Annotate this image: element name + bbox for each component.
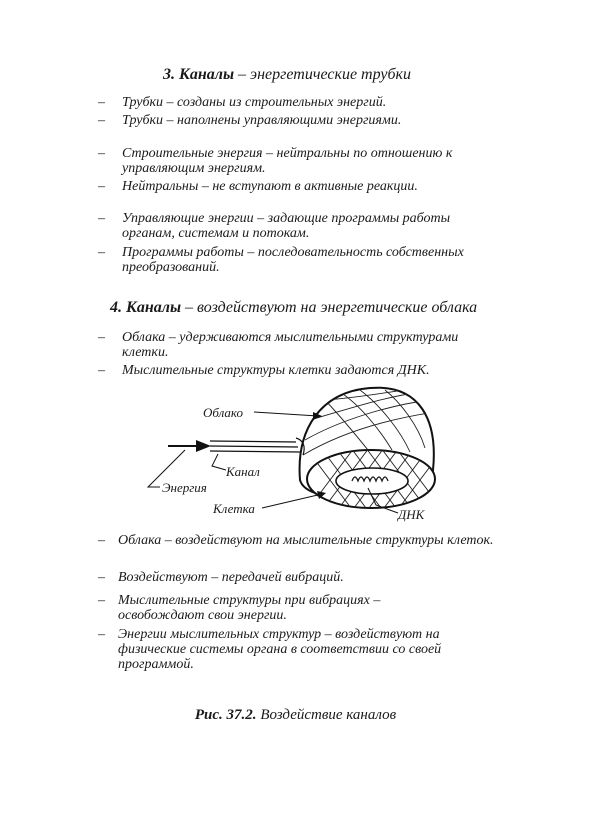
cell-leader — [262, 494, 322, 508]
list-item: – Мыслительные структуры при вибрациях – освобождают свои энергии. — [98, 593, 381, 623]
list-item: – Трубки – наполнены управляющими энергиями. — [98, 113, 402, 128]
figure-title: Воздействие каналов — [260, 707, 397, 723]
label-channel: Канал — [226, 464, 260, 479]
list-item: – Мыслительные структуры клетки задаются ДНК. — [98, 363, 430, 378]
list-item: – Воздействуют – передачей вибраций. — [98, 570, 344, 585]
section-3-title: 3. Каналы — [163, 66, 235, 83]
list-item: – Нейтральны – не вступают в активные реакции. — [98, 179, 418, 194]
label-cell: Клетка — [213, 501, 255, 516]
list-item: – Энергии мыслительных структур – воздействуют на физические системы органа в соответствии со своей программой. — [98, 627, 442, 672]
list-item: – Облака – удерживаются мыслительными структурами клетки. — [98, 330, 459, 360]
energy-arrowhead — [196, 440, 211, 452]
cloud-leader — [254, 412, 318, 416]
channel-leader — [212, 454, 226, 470]
nucleus — [336, 468, 408, 494]
cloud-hatching — [303, 389, 435, 455]
channel-line — [210, 451, 300, 452]
section-3-subtitle: – энергетические трубки — [238, 66, 412, 83]
label-dna: ДНК — [398, 507, 425, 522]
label-cloud: Облако — [203, 405, 244, 420]
figure-caption — [0, 707, 591, 724]
list-item: – Программы работы – последовательность собственных преобразований. — [98, 245, 464, 275]
channel-line — [210, 441, 296, 442]
list-item: – Облака – воздействуют на мыслительные структуры клеток. — [98, 533, 494, 548]
channel-line — [210, 446, 298, 447]
list-item: – Управляющие энергии – задающие программы работы органам, системам и потокам. — [98, 211, 451, 241]
list-item: – Трубки – созданы из строительных энергий. — [98, 95, 387, 110]
section-4-title: 4. Каналы — [110, 299, 182, 316]
section-4-subtitle: – воздействуют на энергетические облака — [185, 299, 478, 316]
list-item: – Строительные энергия – нейтральны по отношению к управляющим энергиям. — [98, 146, 453, 176]
label-energy: Энергия — [162, 480, 207, 495]
figure-number: Рис. 37.2. — [194, 707, 257, 723]
